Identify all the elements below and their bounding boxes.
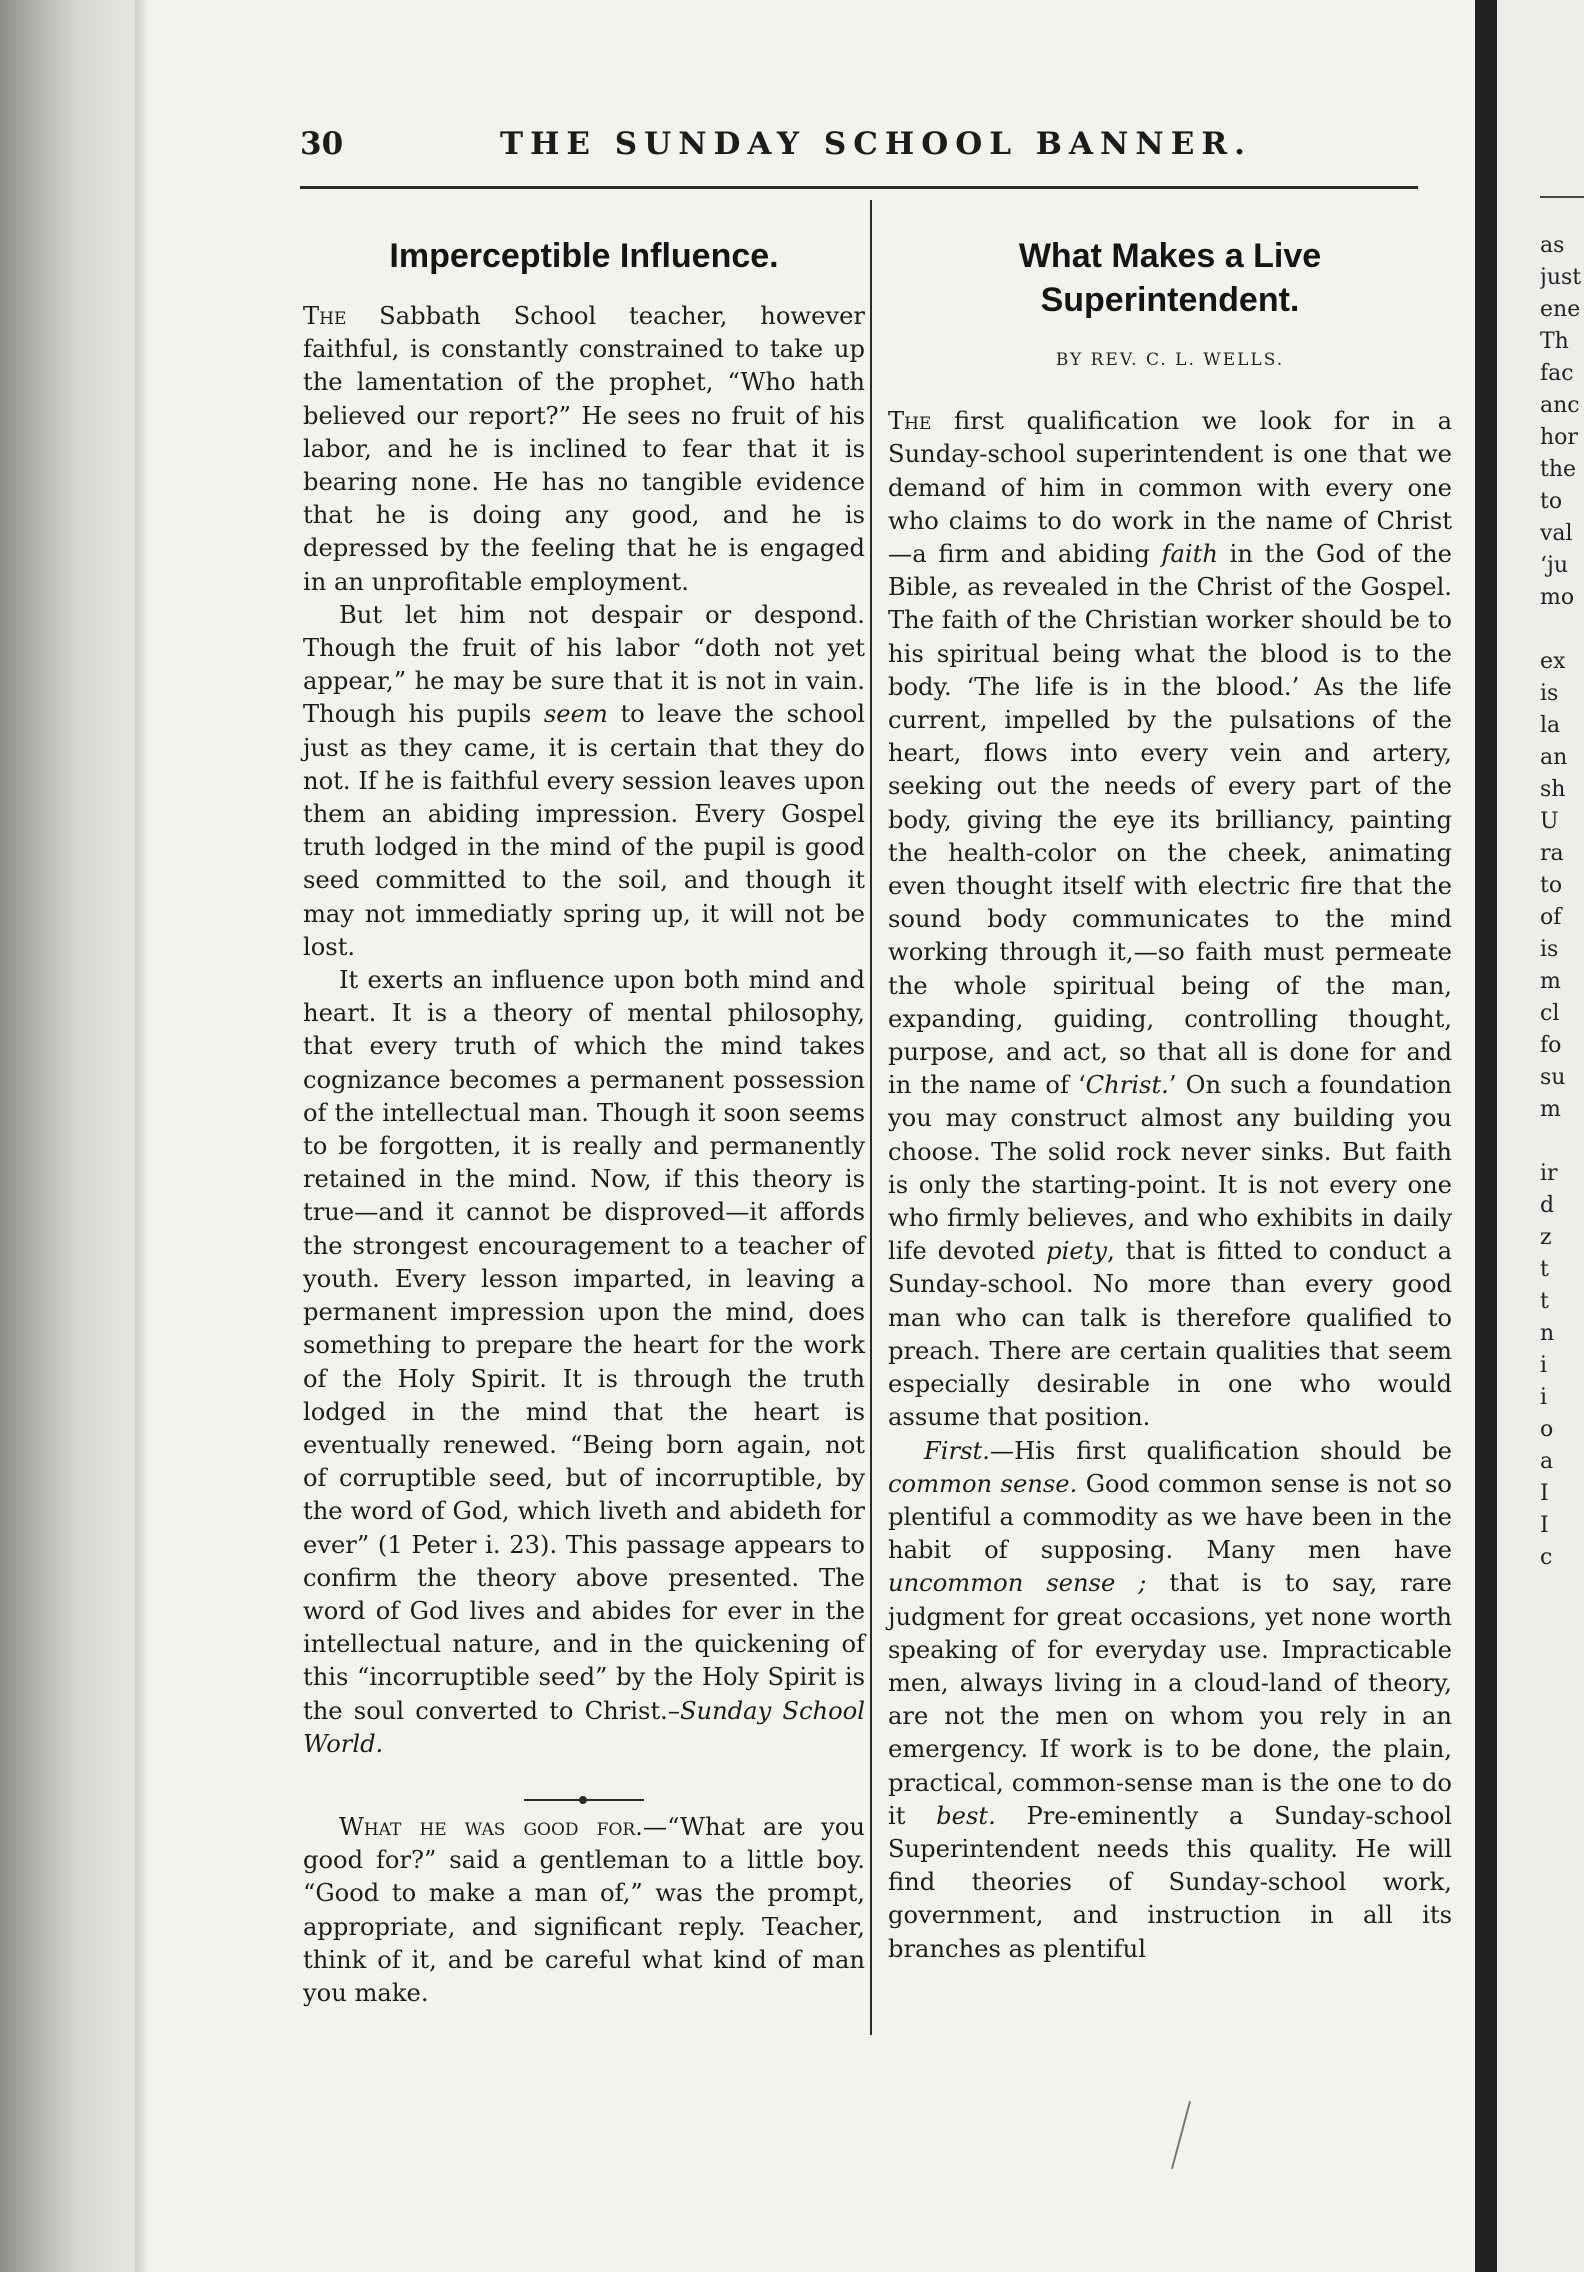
- next-page-rule: [1540, 196, 1584, 198]
- column-divider: [870, 200, 872, 2035]
- paragraph: First.—His first qualification should be common sense. Good common sense is not so plentiful a commodity as we have been in the habit of supposing. Many men have uncommon sense ; that is to say, rare judgment for great occasions, yet none worth speaking of for everyday use. Impracticable men, always living in a cloud-land of theory, are not the men on whom you rely in an emergency. If work is to be done, the plain, practical, common-sense man is the one to do it best. Pre-eminently a Sunday-school Superintendent needs this quality. He will find theories of Sunday-school work, government, and instruction in all its branches as plentiful: [888, 1436, 1452, 1963]
- article-title-imperceptible-influence: Imperceptible Influence.: [389, 237, 779, 275]
- header-rule: [300, 186, 1418, 189]
- running-title: THE SUNDAY SCHOOL BANNER.: [500, 126, 1252, 162]
- book-binding: [0, 0, 135, 2272]
- byline: BY REV. C. L. WELLS.: [1055, 350, 1285, 370]
- source-credit: –Sunday School World.: [303, 1696, 865, 1758]
- page-number: 30: [300, 126, 344, 162]
- paragraph: It exerts an influence upon both mind and heart. It is a theory of mental philosophy, that every truth of which the mind takes cognizance becomes a permanent possession of the intellectual man. Though it soon seems to be forgotten, it is really and permanently retained in the mind. Now, if this theory is true—and it cannot be disproved—it affords the strongest encouragement to a teacher of youth. Every lesson imparted, in leaving a permanent impression upon the mind, does something to prepare the heart for the work of the Holy Spirit. It is through the truth lodged in the mind that the heart is eventually renewed. “Being born again, not of corruptible seed, but of incorruptible, by the word of God, which liveth and abideth for ever” (1 Peter i. 23). This passage appears to confirm the theory above presented. The word of God lives and abides for ever in the intellectual nature, and in the quickening of this “incorruptible seed” by the Holy Spirit is the soul converted to Christ.–Sunday School World.: [303, 966, 865, 1758]
- right-column: [888, 220, 1452, 1966]
- next-page-text-fragment: as just ene Th fac anc hor the to val ‘ju mo ex is la an sh U ra to of is m cl fo su m ir d z t t n i i o a I I c: [1540, 233, 1582, 1570]
- paragraph: But let him not despair or despond. Though the fruit of his labor “doth not yet appear,” he may be sure that it is not in vain. Though his pupils seem to leave the school just as they came, it is certain that they do not. If he is faithful every session leaves upon them an abiding impression. Every Gospel truth lodged in the mind of the pupil is good seed committed to the soil, and though it may not immediatly spring up, it will not be lost.: [303, 600, 865, 961]
- paragraph: The Sabbath School teacher, however faithful, is constantly constrained to take up the lamentation of the prophet, “Who hath believed our report?” He sees no fruit of his labor, and he is inclined to fear that it is bearing none. He has no tangible evidence that he is doing any good, and he is depressed by the feeling that he is engaged in an unprofitable employment.: [303, 302, 865, 596]
- page-gutter: [1475, 0, 1497, 2272]
- left-column: [303, 220, 865, 2010]
- paragraph: The first qualification we look for in a Sunday-school superintendent is one that we demand of him in common with every one who claims to do work in the name of Christ—a firm and abiding faith in the God of the Bible, as revealed in the Christ of the Gospel. The faith of the Christian worker should be to his spiritual being what the blood is to the body. ‘The life is in the blood.’ As the life current, impelled by the pulsations of the heart, flows into every vein and artery, seeking out the needs of every part of the body, giving the eye its brilliancy, painting the health-color on the cheek, animating even thought itself with electric fire that the sound body communicates to the mind working through it,—so faith must permeate the whole spiritual being of the man, expanding, guiding, controlling thought, purpose, and act, so that all is done for and in the name of ‘Christ.’ On such a foundation you may construct almost any building you choose. The solid rock never sinks. But faith is only the starting-point. It is not every one who firmly believes, and who exhibits in daily life devoted piety, that is fitted to conduct a Sunday-school. No more than every good man who can talk is therefore qualified to preach. There are certain qualities that seem especially desirable in one who would assume that position.: [888, 407, 1452, 1432]
- section-ornament: [303, 1783, 865, 1793]
- article-title-live-superintendent: What Makes a Live Superintendent.: [1018, 237, 1322, 319]
- page-header: [300, 126, 1415, 176]
- paragraph-what-he-was-good-for: What he was good for.—“What are you good for?” said a gentleman to a little boy. “Good to make a man of,” was the prompt, appropriate, and significant reply. Teacher, think of it, and be careful what kind of man you make.: [303, 1812, 865, 2007]
